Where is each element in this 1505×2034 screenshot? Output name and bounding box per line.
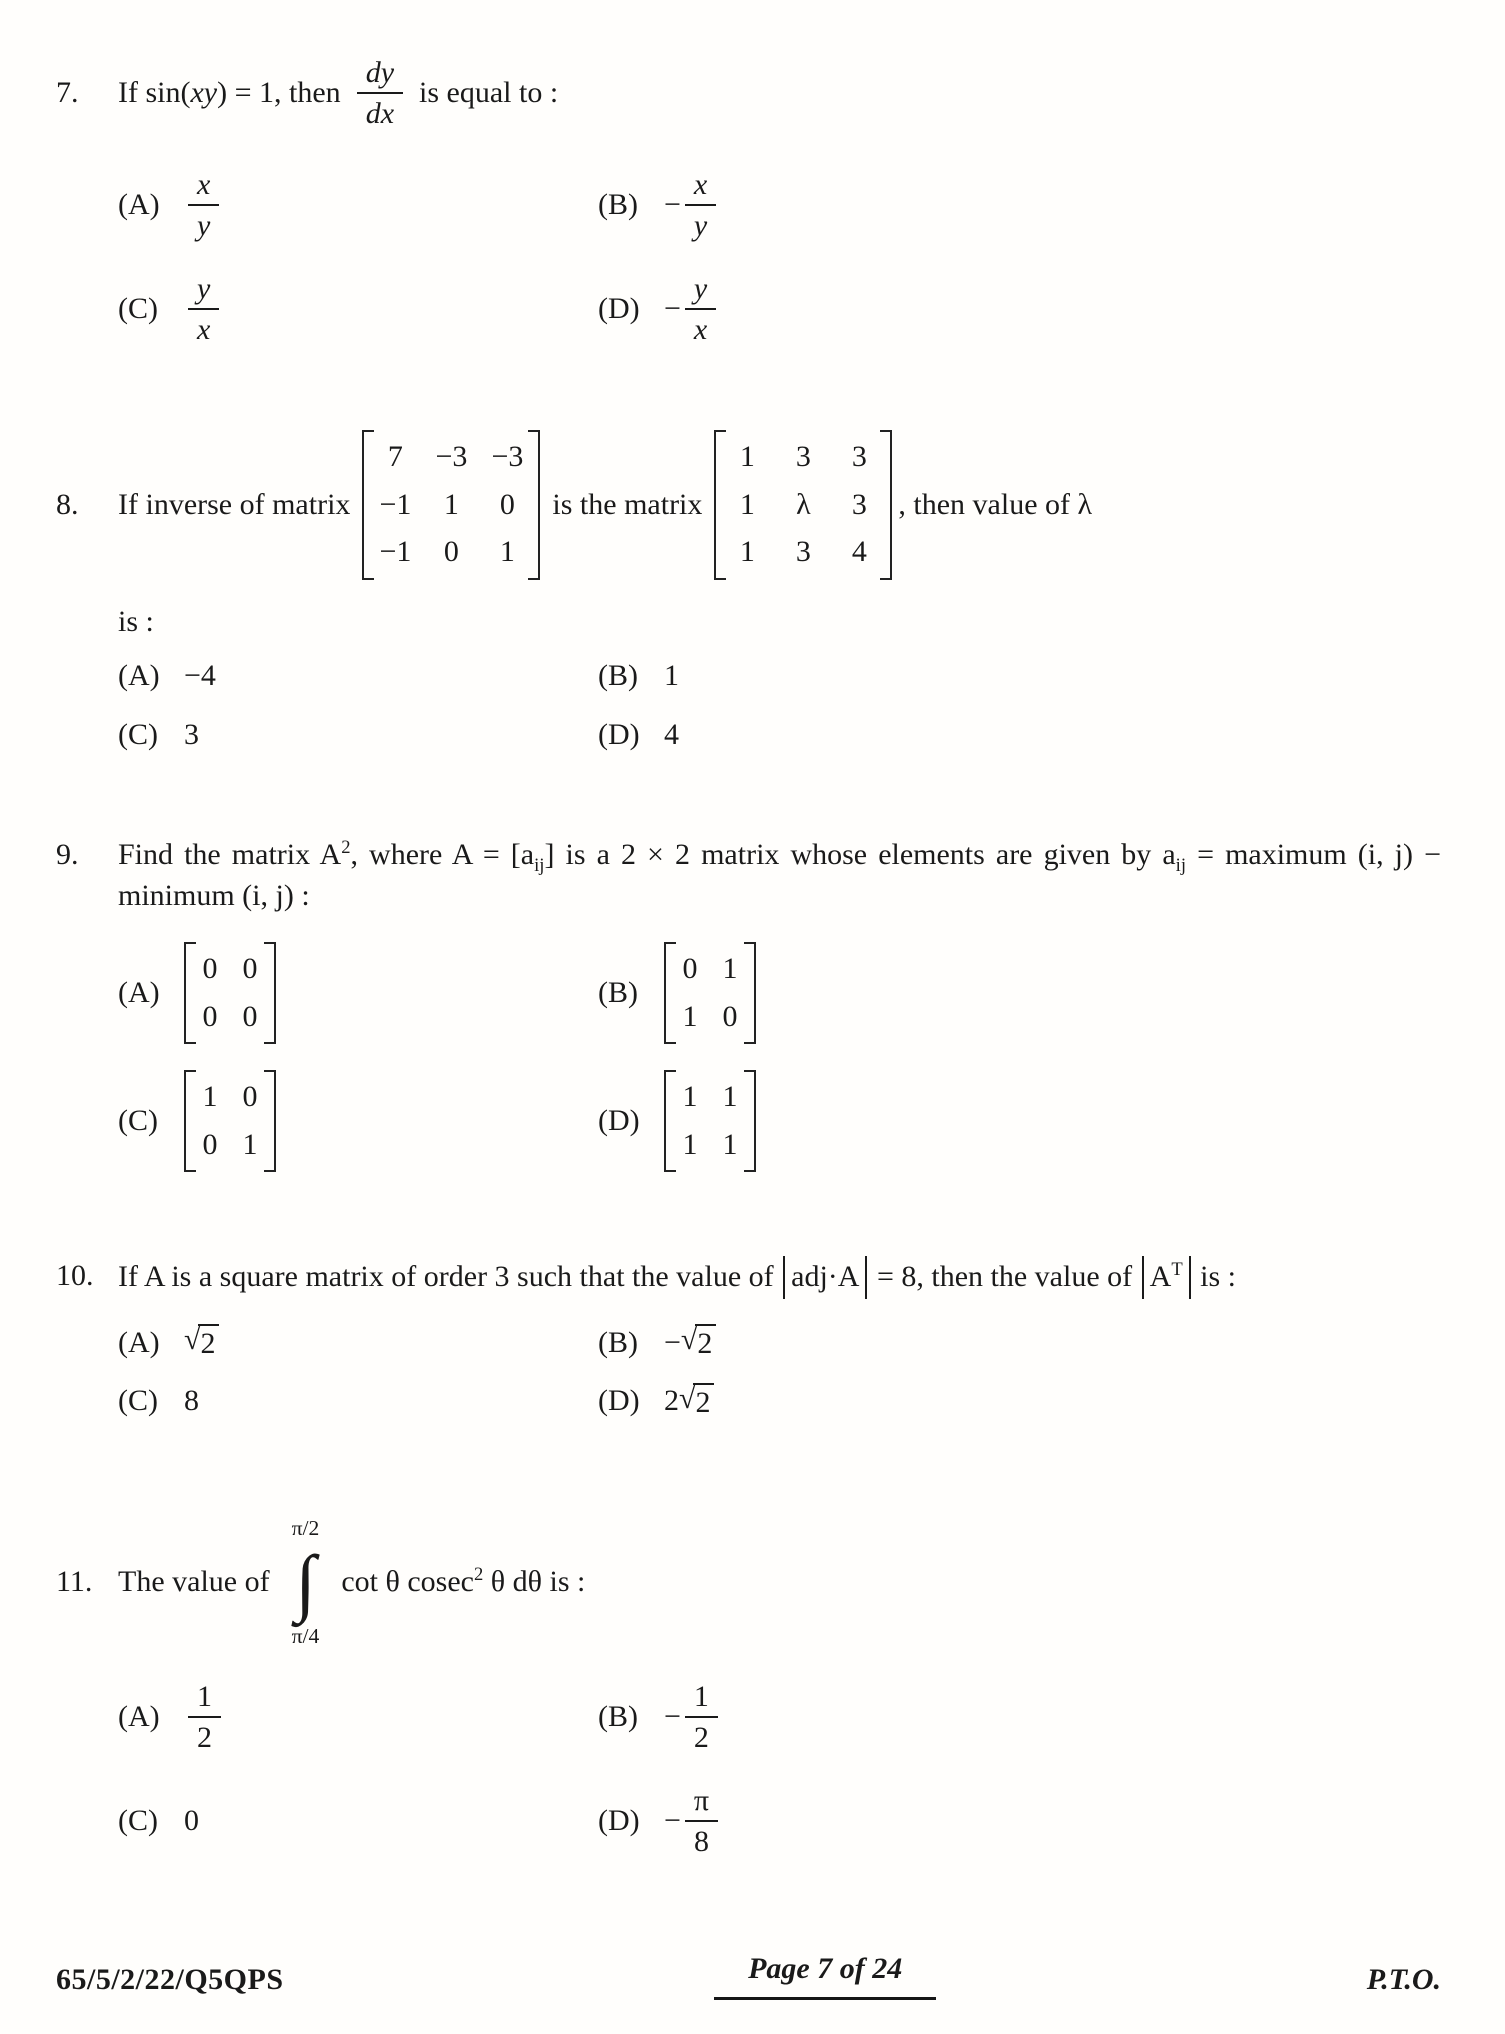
fraction: $\frac{x}{y}$ bbox=[685, 168, 716, 242]
question-7-number: 7. bbox=[56, 75, 79, 109]
radical-sign: √ bbox=[184, 1323, 201, 1356]
option-c bbox=[118, 1381, 598, 1422]
option-label: (D) bbox=[598, 1103, 640, 1137]
matrix-cell: 3 bbox=[851, 487, 867, 521]
option-a bbox=[118, 942, 598, 1044]
option-c bbox=[118, 272, 598, 346]
matrix-cell: −1 bbox=[379, 535, 412, 568]
option-b bbox=[598, 656, 1441, 697]
option-b bbox=[598, 1680, 1441, 1754]
question-11-options bbox=[118, 1680, 1441, 1858]
matrix-cell: 1 bbox=[242, 1127, 258, 1161]
matrix-cell: 0 bbox=[242, 1080, 258, 1113]
matrix-cell: 0 bbox=[202, 999, 218, 1033]
square-root: √ 2 bbox=[679, 1383, 714, 1421]
option-c bbox=[118, 715, 598, 756]
matrix-cell: 1 bbox=[722, 952, 738, 985]
option-label: (C) bbox=[118, 291, 158, 325]
option-d bbox=[598, 1070, 1441, 1172]
question-8-options bbox=[118, 656, 1441, 755]
stem-text: cot θ cosec$^2$ θ dθ is : bbox=[341, 1564, 586, 1599]
option-d bbox=[598, 272, 1441, 346]
square-root: √ 2 bbox=[184, 1324, 219, 1362]
option-a bbox=[118, 168, 598, 242]
stem-text: is the matrix bbox=[552, 487, 703, 521]
option-b bbox=[598, 1323, 1441, 1364]
option-c bbox=[118, 1784, 598, 1858]
question-10-stem: If A is a square matrix of order 3 such that the value of adj·A = 8, then the value of $A^T$ is : bbox=[118, 1256, 1441, 1299]
question-9 bbox=[56, 835, 1441, 1172]
question-8 bbox=[56, 430, 1441, 755]
matrix-2x2 bbox=[184, 942, 276, 1044]
indent-spacer bbox=[56, 1680, 118, 1858]
matrix-cell: 3 bbox=[795, 535, 811, 568]
matrix-cell: −3 bbox=[435, 440, 468, 473]
option-label: (A) bbox=[118, 659, 160, 692]
matrix-2x2 bbox=[664, 942, 756, 1044]
option-label: (B) bbox=[598, 1699, 638, 1733]
matrix-cell: 1 bbox=[722, 1127, 738, 1161]
matrix-cell: 0 bbox=[722, 999, 738, 1033]
option-label: (C) bbox=[118, 1384, 158, 1417]
matrix-cell: 0 bbox=[202, 952, 218, 985]
option-value: 1 bbox=[664, 659, 679, 692]
matrix-cell: 0 bbox=[242, 999, 258, 1033]
option-label: (A) bbox=[118, 187, 160, 221]
matrix-cell: 0 bbox=[242, 952, 258, 985]
question-8-stem bbox=[118, 430, 1092, 580]
matrix-2x2 bbox=[184, 1070, 276, 1172]
matrix-cell: 0 bbox=[443, 535, 459, 568]
matrix-cell: 7 bbox=[387, 440, 403, 473]
fraction: $\frac{y}{x}$ bbox=[685, 272, 716, 346]
question-7-stem bbox=[118, 56, 558, 130]
matrix-cell: 0 bbox=[682, 952, 698, 985]
option-value bbox=[184, 272, 223, 346]
matrix-cell: 0 bbox=[499, 487, 515, 521]
option-value: −4 bbox=[184, 659, 216, 692]
fraction: $\frac{\pi}{8}$ bbox=[685, 1784, 718, 1858]
option-value bbox=[664, 272, 720, 346]
fraction: $\frac{y}{x}$ bbox=[188, 272, 219, 346]
question-11-stem bbox=[118, 1515, 586, 1649]
option-b bbox=[598, 168, 1441, 242]
matrix-3x3 bbox=[714, 430, 892, 580]
option-label: (C) bbox=[118, 1803, 158, 1837]
fraction: $\frac{1}{2}$ bbox=[685, 1680, 718, 1754]
matrix-cell: 1 bbox=[722, 1080, 738, 1113]
option-value bbox=[664, 1680, 722, 1754]
matrix-cell: 0 bbox=[202, 1127, 218, 1161]
option-value bbox=[664, 1381, 714, 1422]
stem-text: If sin(xy) = 1, then bbox=[118, 75, 341, 109]
option-d bbox=[598, 1784, 1441, 1858]
option-a bbox=[118, 1323, 598, 1364]
option-label: (B) bbox=[598, 659, 638, 692]
lower-limit: π/4 bbox=[291, 1624, 320, 1649]
question-9-number: 9. bbox=[56, 838, 79, 871]
square-root: √ 2 bbox=[681, 1324, 716, 1362]
option-label: (B) bbox=[598, 975, 638, 1009]
option-value bbox=[184, 168, 223, 242]
radical-sign: √ bbox=[680, 1323, 698, 1356]
indent-spacer bbox=[56, 168, 118, 346]
fraction: $\frac{1}{2}$ bbox=[188, 1680, 221, 1754]
matrix-cell: 1 bbox=[202, 1080, 218, 1113]
option-label: (D) bbox=[598, 717, 640, 751]
matrix-cell: 1 bbox=[739, 440, 755, 473]
question-10-options bbox=[118, 1323, 1441, 1422]
sign: − bbox=[664, 1325, 681, 1359]
question-11 bbox=[56, 1515, 1441, 1858]
matrix-cell: 4 bbox=[851, 535, 867, 568]
sign: − bbox=[664, 187, 681, 221]
stem-tail: is : bbox=[118, 604, 154, 638]
matrix-cell: 1 bbox=[682, 1127, 698, 1161]
radical-sign: √ bbox=[679, 1381, 696, 1415]
option-d bbox=[598, 715, 1441, 756]
stem-text: is equal to : bbox=[419, 75, 559, 109]
definite-integral bbox=[291, 1515, 320, 1649]
question-10 bbox=[56, 1256, 1441, 1422]
option-label: (C) bbox=[118, 1103, 158, 1137]
option-value: 0 bbox=[184, 1803, 199, 1837]
matrix-cell: 1 bbox=[499, 535, 515, 568]
page-footer bbox=[56, 1949, 1441, 2001]
integral-sign: ∫ bbox=[295, 1541, 316, 1625]
option-c bbox=[118, 1070, 598, 1172]
matrix-3x3 bbox=[362, 430, 540, 580]
fraction: $\frac{x}{y}$ bbox=[188, 168, 219, 242]
stem-text: If inverse of matrix bbox=[118, 487, 351, 521]
matrix-2x2 bbox=[664, 1070, 756, 1172]
sign: − bbox=[664, 1803, 681, 1837]
question-8-number: 8. bbox=[56, 487, 79, 521]
option-label: (D) bbox=[598, 291, 640, 325]
paper-code: 65/5/2/22/Q5QPS bbox=[56, 1962, 284, 1996]
option-value bbox=[664, 168, 720, 242]
option-label: (A) bbox=[118, 1325, 160, 1359]
matrix-cell: −3 bbox=[491, 440, 524, 473]
coefficient: 2 bbox=[664, 1384, 679, 1417]
question-7-options bbox=[118, 168, 1441, 346]
option-value: 3 bbox=[184, 717, 199, 751]
pto-label: P.T.O. bbox=[1366, 1962, 1441, 1996]
option-label: (B) bbox=[598, 187, 638, 221]
matrix-cell: −1 bbox=[379, 487, 412, 521]
question-11-number: 11. bbox=[56, 1565, 93, 1599]
option-b bbox=[598, 942, 1441, 1044]
option-value: 4 bbox=[664, 717, 679, 751]
determinant-bars: $A^T$ bbox=[1142, 1256, 1191, 1299]
fraction-dy-dx: $\frac{dy}{dx}$ bbox=[357, 56, 403, 130]
stem-text: The value of bbox=[118, 1565, 270, 1599]
matrix-cell: 1 bbox=[443, 487, 459, 521]
question-9-stem: Find the matrix $A^2$, where $A = [a_{ij}]$ is a 2 × 2 matrix whose elements are given by $a_{ij}$ = maximum (i, j) − minimum (i, j) : bbox=[118, 837, 1441, 912]
option-value bbox=[664, 1784, 722, 1858]
indent-spacer bbox=[56, 602, 118, 756]
option-value bbox=[184, 1324, 219, 1362]
stem-text: , then value of λ bbox=[898, 487, 1093, 521]
option-d bbox=[598, 1381, 1441, 1422]
matrix-cell: λ bbox=[796, 487, 811, 521]
question-10-number: 10. bbox=[56, 1259, 94, 1292]
upper-limit: π/2 bbox=[291, 1515, 320, 1540]
option-value bbox=[664, 1323, 716, 1364]
question-7 bbox=[56, 56, 1441, 346]
page-number: Page 7 of 24 bbox=[714, 1949, 936, 2001]
sign: − bbox=[664, 1699, 681, 1733]
option-a bbox=[118, 656, 598, 697]
option-a bbox=[118, 1680, 598, 1754]
matrix-cell: 1 bbox=[739, 487, 755, 521]
option-value: 8 bbox=[184, 1384, 199, 1417]
option-label: (D) bbox=[598, 1384, 640, 1417]
option-label: (A) bbox=[118, 975, 160, 1009]
determinant-bars: adj·A bbox=[783, 1256, 867, 1299]
option-label: (D) bbox=[598, 1803, 640, 1837]
matrix-cell: 1 bbox=[682, 1080, 698, 1113]
option-value bbox=[184, 1680, 225, 1754]
matrix-cell: 1 bbox=[739, 535, 755, 568]
sign: − bbox=[664, 291, 681, 325]
matrix-cell: 1 bbox=[682, 999, 698, 1033]
option-label: (B) bbox=[598, 1325, 638, 1359]
option-label: (A) bbox=[118, 1699, 160, 1733]
matrix-cell: 3 bbox=[795, 440, 811, 473]
matrix-cell: 3 bbox=[851, 440, 867, 473]
question-9-options bbox=[118, 942, 1441, 1172]
option-label: (C) bbox=[118, 717, 158, 751]
